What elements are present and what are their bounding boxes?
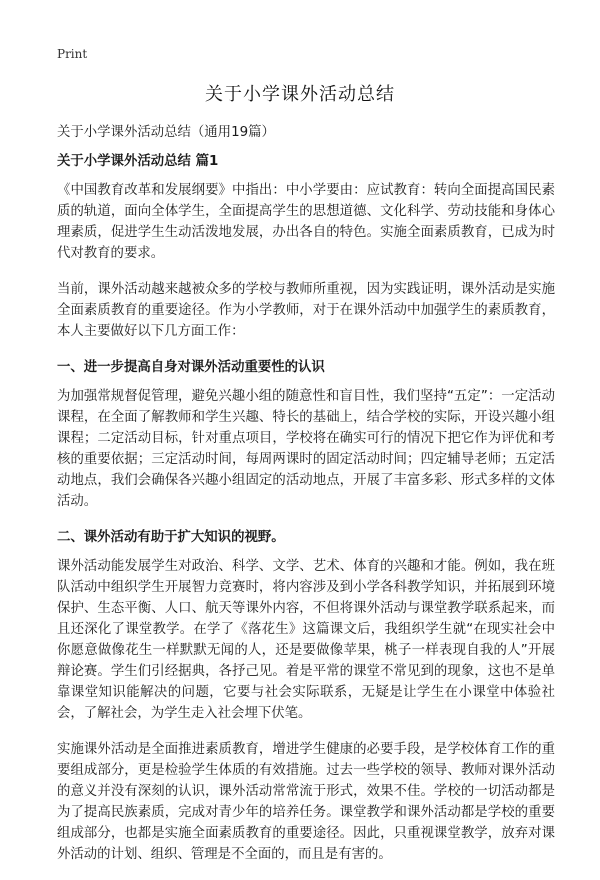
- section-heading-2: 二、课外活动有助于扩大知识的视野。: [57, 530, 285, 545]
- section-title: 关于小学课外活动总结 篇1: [57, 154, 219, 169]
- paragraph: 实施课外活动是全面推进素质教育，增进学生健康的必要手段，是学校体育工作的重要组成部分，更是检验学生体质的有效措施。过去一些学校的领导、教师对课外活动的意义并没有深刻的认识，课外活动常常流于形式，效果不佳。学校的一切活动都是为了提高民族素质，完成对青少年的培养任务。课堂教学和课外活动都是学校的重要组成部分，也都是实施全面素质教育的重要途径。因此，只重视课堂教学，放弃对课外活动的计划、组织、管理是不全面的，而且是有害的。: [57, 742, 555, 862]
- print-link[interactable]: Print: [57, 47, 88, 61]
- paragraph: 课外活动能发展学生对政治、科学、文学、艺术、体育的兴趣和才能。例如，我在班队活动中组织学生开展智力竞赛时，将内容涉及到小学各科教学知识，并拓展到环境保护、生态平衡、人口、航天等课外内容，不但将课外活动与课堂教学联系起来，而且还深化了课堂教学。在学了《落花生》这篇课文后，我组织学生就“在现实社会中你愿意做像花生一样默默无闻的人，还是要做像苹果，桃子一样表现自我的人”开展辩论赛。学生们引经据典，各抒己见。着是平常的课堂不常见到的现象，这也不是单靠课堂知识能解决的问题，它要与社会实际联系，无疑是让学生在小课堂中体验社会，了解社会，为学生走入社会埋下伏笔。: [57, 559, 555, 721]
- section-heading-1: 一、进一步提高自身对课外活动重要性的认识: [57, 360, 325, 375]
- document-subtitle: 关于小学课外活动总结（通用19篇）: [57, 125, 275, 140]
- paragraph: 为加强常规督促管理，避免兴趣小组的随意性和盲目性，我们坚持“五定”：一定活动课程，在全面了解教师和学生兴趣、特长的基础上，结合学校的实际，开设兴趣小组课程；二定活动目标，针对重点项目，学校将在确实可行的情况下把它作为评优和考核的重要依据；三定活动时间，每周两课时的固定活动时间；四定辅导老师；五定活动地点，我们会确保各兴趣小组固定的活动地点，开展了丰富多彩、形式多样的文体活动。: [57, 389, 555, 509]
- page-title: 关于小学课外活动总结: [205, 84, 395, 105]
- document-content: [57, 122, 555, 880]
- paragraph: 当前，课外活动越来越被众多的学校与教师所重视，因为实践证明，课外活动是实施全面素质教育的重要途径。作为小学教师，对于在课外活动中加强学生的素质教育，本人主要做好以下几方面工作：: [57, 282, 555, 339]
- paragraph: 《中国教育改革和发展纲要》中指出：中小学要由：应试教育：转向全面提高国民素质的轨道，面向全体学生，全面提高学生的思想道德、文化科学、劳动技能和身体心理素质，促进学生生动活泼地发展，办出各自的特色。实施全面素质教育，已成为时代对教育的要求。: [57, 183, 555, 261]
